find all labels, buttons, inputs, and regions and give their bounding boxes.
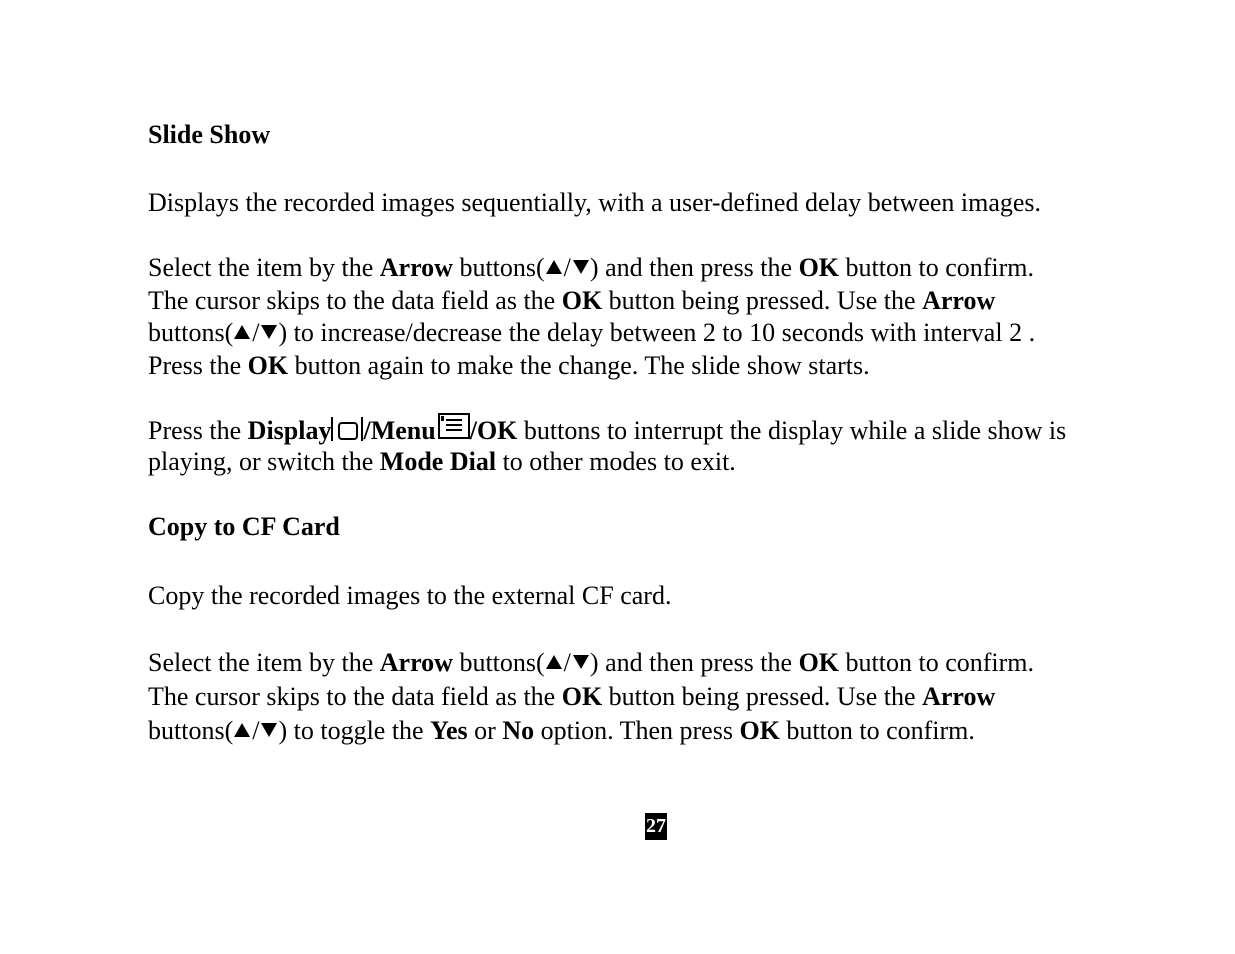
instruction-line [148, 446, 1158, 479]
instruction-line [148, 715, 1158, 748]
copy-instructions [148, 647, 1158, 747]
slide-show-intro-text: Displays the recorded images sequentially, with a user-defined delay between images. [148, 188, 1042, 217]
ok-keyword: OK [798, 253, 840, 282]
slide-show-instructions [148, 252, 1158, 382]
slash-separator: / [563, 648, 571, 677]
arrow-keyword: Arrow [922, 285, 996, 315]
down-triangle-icon [573, 655, 589, 669]
ok-keyword: OK [798, 648, 840, 677]
section-title-copy-to-cf-card: Copy to CF Card [148, 512, 340, 541]
ok-keyword: OK [247, 350, 289, 380]
text-span: option. Then press [534, 715, 740, 745]
ok-keyword: OK [561, 681, 603, 711]
arrow-keyword: Arrow [379, 253, 453, 282]
text-span: button again to make the change. The slide show starts. [288, 350, 870, 380]
slide-show-intro [148, 187, 1158, 220]
text-span: button being pressed. Use the [602, 285, 923, 315]
text-span: buttons( [452, 648, 545, 677]
text-span: ) to toggle the [278, 715, 431, 745]
menu-keyword: /Menu [363, 416, 436, 445]
slash-separator: / [252, 715, 260, 745]
text-span: button being pressed. Use the [602, 681, 923, 711]
text-span: to other modes to exit. [496, 446, 736, 476]
copy-intro [148, 580, 1158, 613]
text-span: playing, or switch the [148, 446, 380, 476]
instruction-line [148, 681, 1158, 715]
instruction-line [148, 647, 1158, 681]
instruction-line [148, 350, 1158, 383]
text-span: Press the [148, 350, 248, 380]
no-keyword: No [502, 715, 535, 745]
slide-show-interrupt [148, 413, 1158, 478]
text-span: buttons( [148, 318, 234, 347]
ok-keyword: OK [561, 285, 603, 315]
instruction-line [148, 252, 1158, 285]
up-triangle-icon [234, 723, 250, 737]
page-number: 27 [645, 813, 667, 840]
mode-dial-keyword: Mode Dial [379, 446, 497, 476]
text-span: button to confirm. [779, 715, 975, 745]
arrow-keyword: Arrow [922, 681, 996, 711]
text-span: The cursor skips to the data field as the [148, 681, 562, 711]
text-span: buttons( [452, 253, 545, 282]
text-span: ) and then press the [589, 253, 799, 282]
slash-separator: / [563, 253, 571, 282]
down-triangle-icon [261, 325, 277, 339]
text-span: or [467, 715, 503, 745]
down-triangle-icon [261, 723, 277, 737]
copy-intro-text: Copy the recorded images to the external CF card. [148, 581, 672, 610]
text-span: buttons( [148, 715, 234, 745]
instruction-line [148, 285, 1158, 318]
text-span: Press the [148, 416, 248, 445]
text-span: ) to increase/decrease the delay between 2 to 10 seconds with interval 2 . [278, 318, 1036, 347]
up-triangle-icon [234, 325, 250, 339]
arrow-keyword: Arrow [379, 648, 453, 677]
ok-keyword: OK [739, 715, 780, 745]
text-span: button to confirm. [839, 648, 1035, 677]
ok-keyword: /OK [469, 416, 518, 445]
section-title-slide-show: Slide Show [148, 120, 271, 149]
up-triangle-icon [546, 655, 562, 669]
yes-keyword: Yes [430, 715, 468, 745]
text-span: button to confirm. [839, 253, 1035, 282]
down-triangle-icon [573, 260, 589, 274]
text-span: ) and then press the [589, 648, 799, 677]
display-keyword: Display [247, 416, 332, 445]
menu-button-icon [436, 413, 470, 441]
text-span: buttons to interrupt the display while a slide show is [517, 416, 1067, 445]
instruction-line [148, 317, 1158, 350]
slash-separator: / [252, 318, 260, 347]
instruction-line [148, 413, 1158, 446]
text-span: Select the item by the [148, 253, 380, 282]
up-triangle-icon [546, 260, 562, 274]
text-span: The cursor skips to the data field as the [148, 285, 562, 315]
display-button-icon [331, 417, 363, 441]
text-span: Select the item by the [148, 648, 380, 677]
